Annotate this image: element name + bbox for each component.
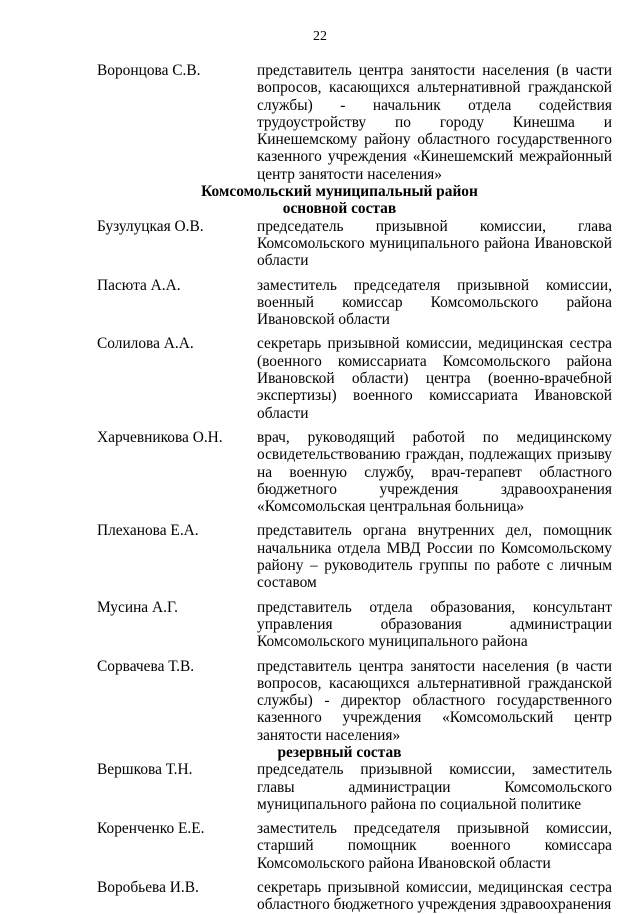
member-name: Бузулуцкая О.В. [97, 217, 204, 235]
member-name: Плеханова Е.А. [97, 522, 199, 540]
list-item [97, 218, 612, 270]
member-name: Сорвачева Т.В. [97, 657, 195, 675]
composition-heading: резервный состав [277, 743, 402, 761]
member-role: представитель органа внутренних дел, помощник начальника отдела МВД России по Комсомольскому району – руководитель группы по работе с личным составом [257, 522, 612, 592]
member-name: Воробьева И.В. [97, 879, 199, 897]
member-role: заместитель председателя призывной комиссии, старший помощник военного комиссара Комсомольского района Ивановской области [257, 820, 612, 872]
composition-heading: основной состав [282, 200, 397, 218]
member-name: Мусина А.Г. [97, 598, 178, 616]
list-item [97, 599, 612, 651]
member-role: представитель центра занятости населения (в части вопросов, касающихся альтернативной гражданской службы) - директор областного государственного казенного учреждения «Комсомольский центр занятости населения» [257, 657, 612, 744]
member-name: Воронцова С.В. [97, 62, 201, 79]
district-heading: Комсомольский муниципальный район [201, 183, 478, 201]
member-role: председатель призывной комиссии, глава Комсомольского муниципального района Ивановской области [257, 217, 612, 270]
member-name: Солилова А.А. [97, 335, 194, 353]
list-item [97, 277, 612, 329]
member-role: заместитель председателя призывной комиссии, военный комиссар Комсомольского района Ивановской области [257, 276, 612, 329]
list-item [97, 522, 612, 591]
list-item [97, 335, 612, 421]
member-role: секретарь призывной комиссии, медицинская сестра (военного комиссариата Комсомольского района Ивановской области) центра (военно-врачебной экспертизы) военного комиссариата Ивановской области [257, 335, 612, 422]
list-item [97, 761, 612, 813]
member-role: представитель отдела образования, консультант управления образования администрации Комсомольского муниципального района [257, 598, 612, 651]
member-name: Коренченко Е.Е. [97, 820, 205, 838]
commission-list [97, 62, 612, 914]
member-role: врач, руководящий работой по медицинскому освидетельствованию граждан, подлежащих призыву на военную службу, врач-терапевт областного бюджетного учреждения здравоохранения «Комсомольская центральная больница» [257, 428, 612, 516]
list-item [97, 658, 612, 744]
member-role: секретарь призывной комиссии, медицинская сестра областного бюджетного учреждения здравоохранения [257, 879, 612, 914]
list-item [97, 62, 612, 183]
member-role: представитель центра занятости населения (в части вопросов, касающихся альтернативной гражданской службы) - начальник отдела содействия трудоустройству по городу Кинешма и Кинешемскому району областного государственного казенного учреждения «Кинешемский межрайонный центр занятости населения» [257, 62, 612, 183]
member-role: председатель призывной комиссии, заместитель главы администрации Комсомольского муниципального района по социальной политике [257, 761, 612, 813]
member-name: Пасюта А.А. [97, 276, 181, 294]
list-item [97, 820, 612, 872]
list-item [97, 429, 612, 515]
list-item [97, 879, 612, 914]
member-name: Харчевникова О.Н. [97, 428, 223, 446]
member-name: Вершкова Т.Н. [97, 761, 193, 779]
page-number: 22 [313, 29, 327, 44]
